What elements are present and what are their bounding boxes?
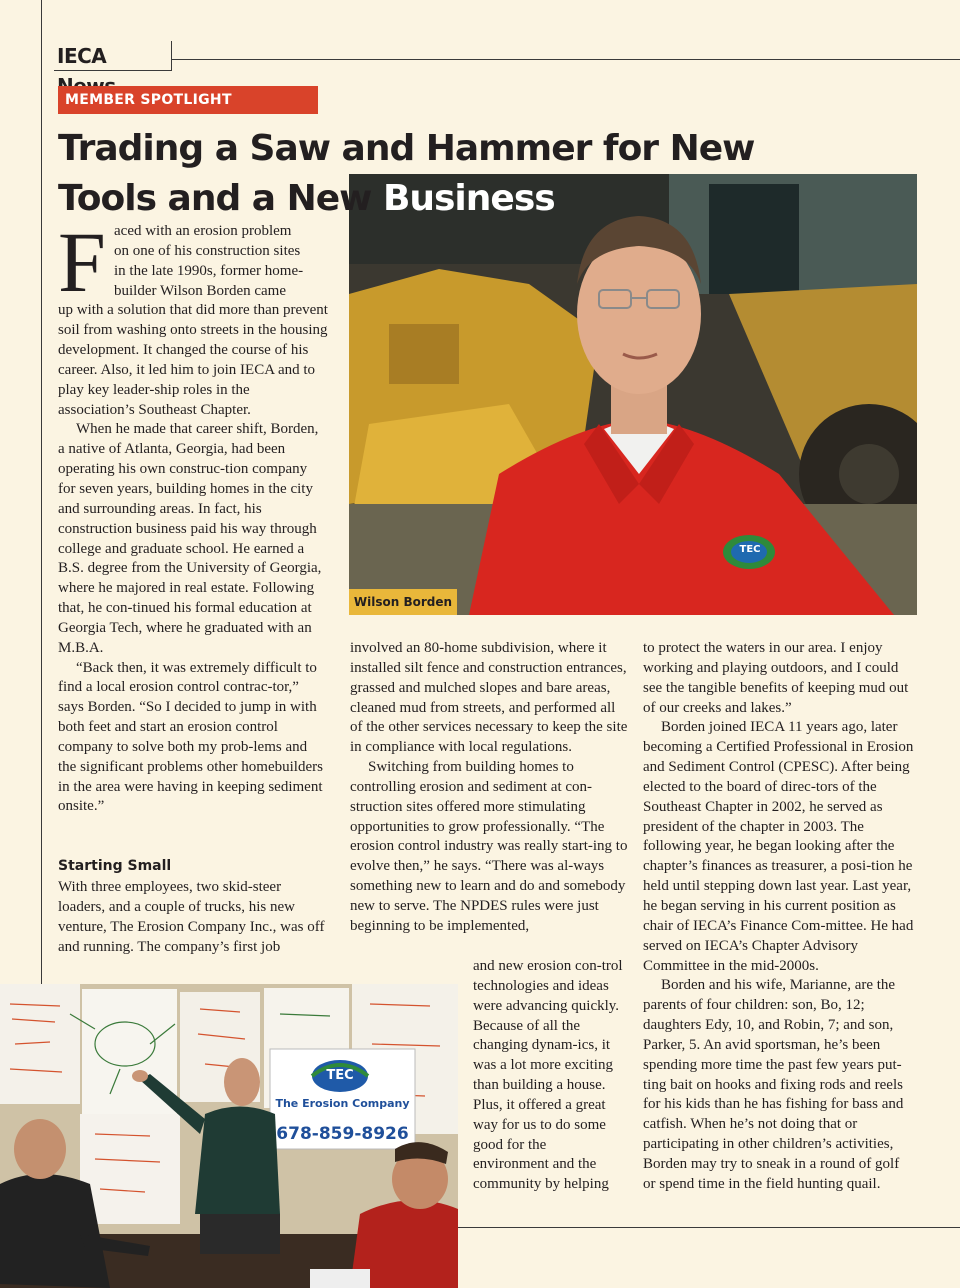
article-column-1	[58, 214, 328, 817]
portrait-photo	[349, 174, 917, 615]
article-paragraph: Borden joined IECA 11 years ago, later becoming a Certified Professional in Erosion and Sediment Control (CPESC). After being elected to the board of direc-tors of the Southeast Chapter in 2002, he served as president of the chapter in 2003. The following year, he began looking after the chapter’s finances as treasurer, a posi-tion he held until stepping down last year. Last year, he began serving in his current position as chair of IECA’s Finance Com-mittee. He had served on IECA’s Chapter Advisory Committee in the mid-2000s.	[643, 719, 914, 974]
section-subhead: Starting Small	[58, 858, 172, 874]
article-paragraph: involved an 80-home subdivision, where it installed silt fence and construction entrances, grassed and mulched slopes and bare areas, cleaned mud from streets, and performed all of the other services necessary to keep the site in compliance with local regulations.	[350, 640, 628, 756]
headline-line-2: Tools and a New	[58, 178, 383, 219]
headline-line-2-end: Business	[382, 178, 555, 219]
article-paragraph: up with a solution that did more than prevent soil from washing onto streets in the housing development. It changed the course of his career. Also, it led him to join IECA and to play key leader-ship roles in the association’s Southeast Chapter.	[58, 302, 328, 418]
article-column-3	[643, 639, 915, 1195]
article-paragraph: and new erosion con-trol technologies and ideas were advancing quickly. Because of all the changing dynam-ics, it was a lot more exciting than building a house. Plus, it offered a great way for us to do some good for the environment and the community by helping	[473, 958, 623, 1193]
office-photo	[0, 984, 458, 1288]
sign-phone-number: 678-859-8926	[276, 1124, 409, 1144]
header-rule	[172, 59, 960, 60]
article-column-2-narrow	[473, 957, 625, 1195]
article-paragraph: Switching from building homes to controlling erosion and sediment at con-struction sites offered more stimulating opportunities to grow professionally. “The erosion control industry was really start-ing to evolve then,” he says. “There was al-ways something new to learn and do and somebody new to serve. The NPDES rules were just beginning to be implemented,	[350, 759, 628, 934]
article-paragraph: With three employees, two skid-steer loaders, and a couple of trucks, his new venture, The Erosion Company Inc., was off and running. The company’s first job	[58, 879, 325, 955]
article-paragraph: to protect the waters in our area. I enjoy working and playing outdoors, and I could see the tangible benefits of keeping mud out of our creeks and lakes.”	[643, 640, 909, 716]
shirt-logo-text: TEC	[739, 544, 761, 555]
member-spotlight-tag: MEMBER SPOTLIGHT	[58, 86, 318, 114]
section-label: IECA	[54, 41, 172, 71]
drop-cap: F	[58, 214, 106, 310]
article-column-1-continued	[58, 878, 328, 957]
dropcap-line: aced with an erosion problem	[114, 223, 292, 239]
photo-caption: Wilson Borden	[349, 589, 457, 615]
dropcap-line: in the late 1990s, former home-	[114, 262, 304, 279]
headline-line-1: Trading a Saw and Hammer for New	[58, 128, 755, 169]
footer-rule	[458, 1227, 960, 1228]
sign-logo-text: TEC	[326, 1068, 354, 1083]
article-paragraph: “Back then, it was extremely difficult to find a local erosion control contrac-tor,” says Borden. “So I decided to jump in with both feet and start an erosion control company to solve both my prob-lems and the significant problems other homebuilders in the area were having in keeping sediment onsite.”	[58, 659, 323, 815]
dropcap-line: on one of his construction sites	[114, 242, 301, 259]
article-paragraph: Borden and his wife, Marianne, are the parents of four children: son, Bo, 12; daughters Edy, 10, and Robin, 7; and son, Parker, 5. An avid sportsman, he’s been spending more time the past few years put-ting bait on hooks and fixing rods and reels for his kids than he has fishing for bass and catfish. When he’s not doing that or participating in other children’s activities, Borden may try to sneak in a round of golf or spend time in the field hunting quail.	[643, 977, 904, 1192]
portrait-illustration	[349, 174, 917, 615]
article-headline	[58, 124, 938, 224]
sign-company-name: The Erosion Company	[275, 1097, 410, 1110]
article-paragraph: When he made that career shift, Borden, a native of Atlanta, Georgia, had been operating his own construc-tion company for seven years, building homes in the city and surrounding areas. In fact, his construction business paid his way through college and graduate school. He earned a B.S. degree from the University of Georgia, where he majored in real estate. Following that, he con-tinued his formal education at Georgia Tech, where he graduated with an M.B.A.	[58, 421, 322, 656]
article-column-2	[350, 639, 628, 937]
dropcap-line: builder Wilson Borden came	[114, 282, 286, 299]
